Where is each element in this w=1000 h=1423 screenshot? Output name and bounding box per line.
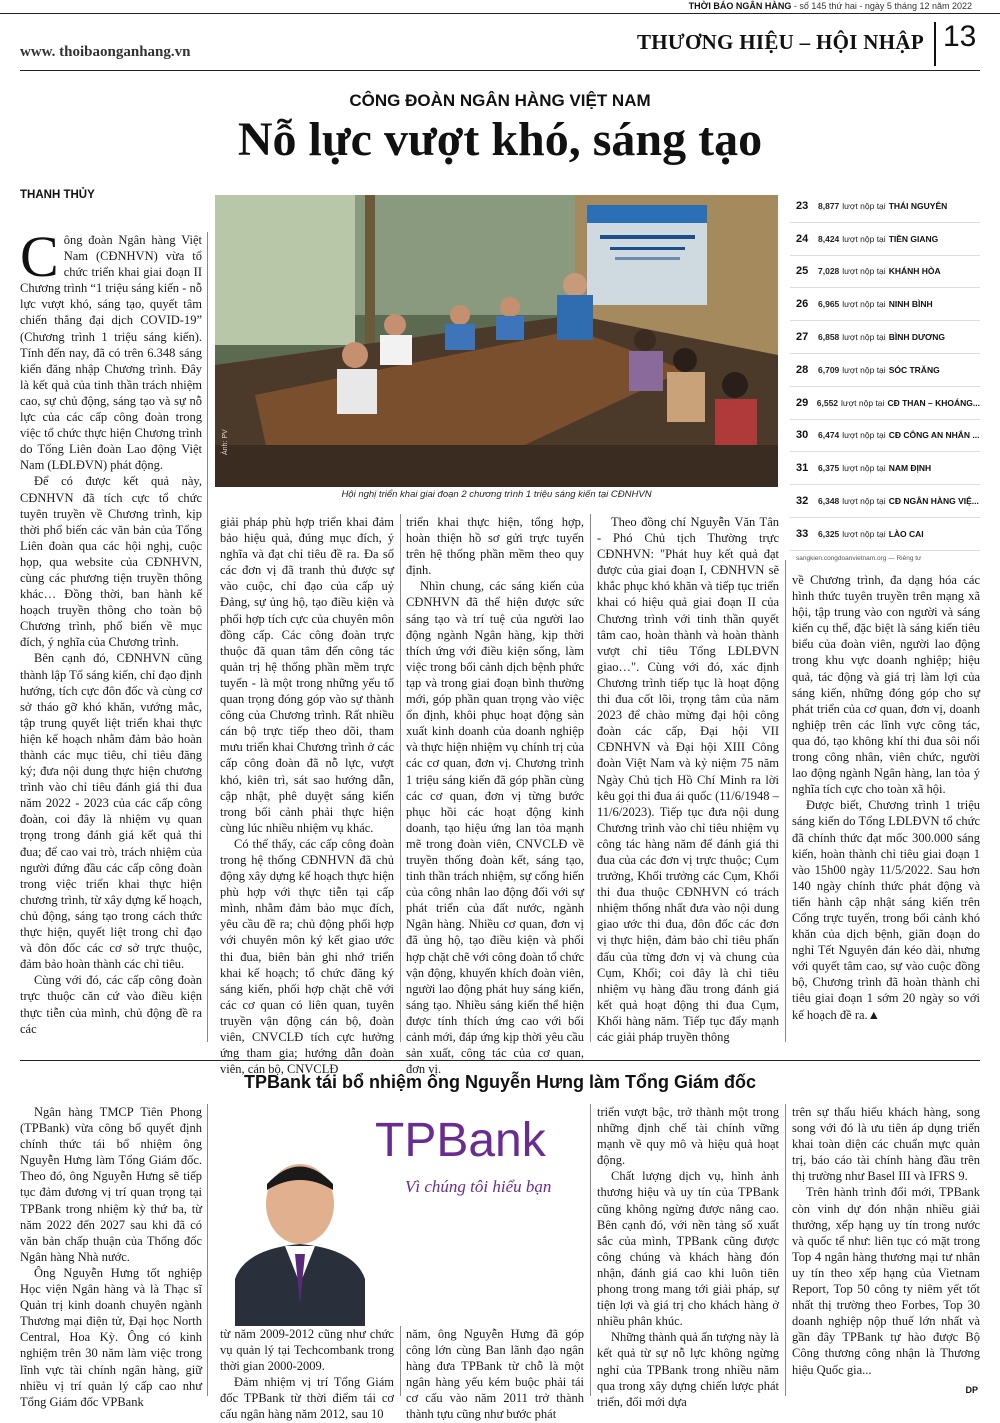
submission-count: 8,877 xyxy=(818,200,840,211)
submission-suffix: lượt nộp tại xyxy=(842,332,886,343)
article-column-2 xyxy=(220,514,394,1077)
submission-count: 6,375 xyxy=(818,463,840,474)
paragraph: Nhìn chung, các sáng kiến của CĐNHVN đã thể hiện được sức sáng tạo và trí tuệ của người lao động ngành Ngân hàng, kịp thời thích ứng với điều kiện sống, làm việc trong bối cảnh dịch bệnh phức tạp và trong giai đoạn bình thường mới, góp phần quan trọng vào việc ổn định, khôi phục hoạt động sản xuất kinh doanh của doanh nghiệp và thực hiện nhiệm vụ chính trị của các cơ quan, đơn vị. Chương trình 1 triệu sáng kiến đã góp phần cùng các cơ quan, đơn vị từng bước phục hồi các hoạt động kinh doanh, tạo hiệu ứng lan tỏa mạnh mẽ trong đoàn viên, CNVCLĐ về truyền thống đoàn kết, sáng tạo, tinh thần trách nhiệm, sự cống hiến của công nhân lao động đối với sự phát triển của đất nước, ngành Ngân hàng. Nhiều cơ quan, đơn vị đã ủng hộ, tạo điều kiện và phối hợp chặt chẽ với công đoàn tổ chức vận động, khuyến khích đoàn viên, người lao động phát huy sáng kiến, sáng tạo. Nhiều sáng kiến thể hiện được tính thích ứng cao với bối cảnh mới, đáp ứng kịp thời yêu cầu sản xuất, công tác của cơ quan, đơn vị. xyxy=(406,579,584,1077)
submission-count: 6,965 xyxy=(818,299,840,310)
rank-number: 33 xyxy=(796,527,809,540)
unit-name: THÁI NGUYÊN xyxy=(888,200,948,211)
article-column-5 xyxy=(792,572,980,1042)
submission-suffix: lượt nộp tại xyxy=(842,463,886,474)
submission-suffix: lượt nộp tại xyxy=(842,528,886,539)
tpbank-column-5 xyxy=(792,1104,980,1384)
photo-caption: Hội nghị triển khai giai đoạn 2 chương trình 1 triệu sáng kiến tại CĐNHVN xyxy=(341,489,652,500)
website-url[interactable]: www. thoibaonganhang.vn xyxy=(20,44,191,60)
unit-name: CĐ THAN – KHOÁNG... xyxy=(887,397,980,408)
unit-name: BÌNH DƯƠNG xyxy=(888,332,946,343)
column-divider xyxy=(590,514,591,1042)
column-divider xyxy=(400,514,401,1042)
paragraph: giải pháp phù hợp triển khai đảm bảo hiệu quả, đúng mục đích, ý nghĩa và đạt chỉ tiêu đề ra. Đa số các đơn vị đã tranh thủ được sự vào cuộc, chỉ đạo của cấp uỷ Đảng, sự ủng hộ, tạo điều kiện và phối hợp tích cực của chuyên môn đồng cấp. Các công đoàn trực thuộc đã quan tâm đến công tác quản trị hệ thống phần mềm trực tuyến - là một trong những yếu tố quan trọng đóng góp vào sự thành công của Chương trình. Rất nhiều cán bộ trực tiếp theo dõi, tham mưu triển khai Chương trình ở các cấp công đoàn đã nỗ lực, vượt khó, kiên trì, sát sao hướng dẫn, cập nhật, phê duyệt sáng kiến trong bối cảnh phải thực hiện cùng lúc nhiều nhiệm vụ khác. xyxy=(220,515,394,835)
photo-credit: Ảnh: PV xyxy=(222,429,229,455)
column-divider xyxy=(590,1104,591,1396)
rank-number: 28 xyxy=(796,363,809,376)
submission-count: 6,325 xyxy=(818,528,840,539)
tpbank-photo-illustration xyxy=(215,1104,581,1326)
rank-number: 30 xyxy=(796,429,809,442)
submission-suffix: lượt nộp tại xyxy=(842,496,886,507)
submission-count: 6,474 xyxy=(818,430,840,441)
tpbank-photo xyxy=(215,1104,581,1326)
ranking-row xyxy=(790,288,980,321)
header-divider xyxy=(934,22,936,66)
paragraph: từ năm 2009-2012 cũng như chức vụ quản lý tại Techcombank trong thời gian 2000-2009. xyxy=(220,1327,394,1374)
submission-suffix: lượt nộp tại xyxy=(842,299,886,310)
unit-name: CĐ CÔNG AN NHÂN ... xyxy=(888,430,980,441)
submission-suffix: lượt nộp tại xyxy=(841,397,885,408)
paragraph: về Chương trình, đa dạng hóa các hình thức tuyên truyền trên mạng xã hội, tập trung vào con người và sáng kiến cụ thể, đặc biệt là sáng kiến tiêu biểu của đoàn viên, người lao động trong khu vực doanh nghiệp; hiệu quả, tác động và giá trị làm lợi của sáng kiến, những đóng góp cho sự phát triển của cơ quan, đơn vị, doanh nghiệp trên các lĩnh vực công tác, qua đó, tạo không khí thi đua sôi nổi trong công nhân, viên chức, người lao động ngành Ngân hàng, lan tỏa ý nghĩa tích cực cho toàn xã hội. xyxy=(792,573,980,797)
paragraph: trên sự thấu hiểu khách hàng, song song với đó là ưu tiên áp dụng triển khai toàn diện các chuẩn mực quản trị, báo cáo tài chính hàng đầu trên thị trường như Basel III và IFRS 9. xyxy=(792,1105,980,1184)
column-divider xyxy=(785,560,786,1042)
byline: THANH THỦY xyxy=(20,189,95,201)
ranking-table xyxy=(790,190,980,562)
rank-number: 29 xyxy=(796,396,809,409)
submission-count: 8,424 xyxy=(818,233,840,244)
rank-number: 31 xyxy=(796,462,809,475)
article-kicker: CÔNG ĐOÀN NGÂN HÀNG VIỆT NAM xyxy=(349,91,651,110)
paragraph: Ngân hàng TMCP Tiên Phong (TPBank) vừa công bố quyết định chính thức tái bổ nhiệm ông Nguyễn Hưng làm Tổng Giám đốc. Theo đó, ông Nguyễn Hưng sẽ tiếp tục đảm đương vị trí quan trọng tại TPBank trong nhiệm kỳ thứ ba, từ năm 2022 đến 2027 sau khi đã có văn bản chấp thuận của Thống đốc Ngân hàng Nhà nước. xyxy=(20,1105,202,1264)
submission-suffix: lượt nộp tại xyxy=(842,364,886,375)
rank-number: 25 xyxy=(796,265,809,278)
tpbank-column-3 xyxy=(406,1326,584,1422)
article-separator xyxy=(20,1060,980,1061)
author-signature: DP xyxy=(965,1385,978,1395)
column-divider xyxy=(207,232,208,1042)
unit-name: TIỀN GIANG xyxy=(888,233,939,244)
masthead: THỜI BÁO NGÂN HÀNG - số 145 thứ hai - ngày 5 tháng 12 năm 2022 xyxy=(688,1,972,11)
submission-count: 6,348 xyxy=(818,496,840,507)
rank-number: 32 xyxy=(796,495,809,508)
tpbank-logo-text: TPBank xyxy=(375,1114,546,1167)
ranking-row xyxy=(790,321,980,354)
paper-name: THỜI BÁO NGÂN HÀNG xyxy=(688,1,792,11)
paragraph: Bên cạnh đó, CĐNHVN cũng thành lập Tổ sáng kiến, chỉ đạo định hướng, tích cực đôn đốc và cùng cơ sở tháo gỡ khó khăn, vướng mắc, tập trung quyết liệt triển khai thực hiện kế hoạch nhằm đảm bảo hoàn thành các mục tiêu, chỉ tiêu đăng ký; đưa nội dung thực hiện chương trình vào chỉ tiêu đánh giá thi đua năm 2022 - 2023 của các cấp công đoàn, coi đây là nhiệm vụ quan trọng trong đánh giá kết quả thi đua; để cao vai trò, trách nhiệm của người đứng đầu các cấp công đoàn trong việc triển khai thực hiện chương trình, từ xây dựng kế hoạch, chủ động, sáng tạo trong cách thức thực hiện, quyết liệt trong chỉ đạo và đôn đốc các cơ sở trực thuộc, đảm bảo hoàn thành các chỉ tiêu. xyxy=(20,651,202,972)
paragraph: năm, ông Nguyễn Hưng đã góp công lớn cùng Ban lãnh đạo ngân hàng đưa TPBank từ chỗ là một ngân hàng yếu kém buộc phải tái cơ cấu vào năm 2011 trở thành thành tựu cũng như bước phát xyxy=(406,1327,584,1422)
submission-count: 6,709 xyxy=(818,364,840,375)
unit-name: CĐ NGÂN HÀNG VIỆ... xyxy=(888,496,979,507)
unit-name: KHÁNH HÒA xyxy=(888,266,941,277)
tpbank-slogan: Vì chúng tôi hiểu bạn xyxy=(405,1177,552,1196)
column-divider xyxy=(400,1326,401,1396)
article-column-4 xyxy=(597,514,779,1042)
conference-photo-illustration xyxy=(215,195,778,487)
ranking-row xyxy=(790,354,980,387)
header-rule xyxy=(20,70,980,71)
tpbank-column-4 xyxy=(597,1104,779,1409)
unit-name: NAM ĐỊNH xyxy=(888,463,932,474)
paragraph: Được biết, Chương trình 1 triệu sáng kiến do Tổng LĐLĐVN tổ chức đã chính thức đạt mốc 300.000 sáng kiến, hoàn thành chỉ tiêu giai đoạn 1 vào 15h00 ngày 11/5/2022. Sau hơn 140 ngày chính thức phát động và tiến hành cập nhật sáng kiến trên Cổng trực tuyến, trong bối cảnh khó khăn của dịch bệnh, giãn đoạn do nghỉ Tết Nguyên đán kéo dài, nhưng với quyết tâm cao, sự vào cuộc đồng bộ, Chương trình đã hoàn thành chỉ tiêu giai đoạn 1 sớm 20 ngày so với kế hoạch đề ra.▲ xyxy=(792,798,980,1022)
conference-photo xyxy=(215,195,778,487)
article-column-1 xyxy=(20,224,202,1042)
article-column-3 xyxy=(406,514,584,1077)
paragraph: triển vượt bậc, trở thành một trong những định chế tài chính vững mạnh về quy mô và hiệu quả hoạt động. xyxy=(597,1105,779,1168)
unit-name: NINH BÌNH xyxy=(888,299,933,310)
rank-number: 24 xyxy=(796,232,809,245)
ranking-row xyxy=(790,420,980,453)
paragraph: triển khai thực hiện, tổng hợp, hoàn thiện hồ sơ gửi trực tuyến trên hệ thống phần mềm theo quy định. xyxy=(406,515,584,578)
dropcap: C xyxy=(20,224,59,289)
submission-suffix: lượt nộp tại xyxy=(842,200,886,211)
column-divider xyxy=(785,1104,786,1396)
submission-suffix: lượt nộp tại xyxy=(842,430,886,441)
ranking-row xyxy=(790,190,980,223)
paragraph: Để có được kết quả này, CĐNHVN đã tích cực tổ chức tuyên truyền về Chương trình, kịp thời phổ biến các văn bản của Tổng Liên đoàn qua các hội nghị, cuộc họp, qua website của CĐNHVN, cùng các phương tiện truyền thông khác… Đồng thời, ban hành kế hoạch truyền thông cho toàn bộ Chương trình, phổ biến về mục đích, ý nghĩa của Chương trình. xyxy=(20,474,202,650)
ranking-row xyxy=(790,387,980,420)
paragraph: Đảm nhiệm vị trí Tổng Giám đốc TPBank từ thời điểm tái cơ cấu ngân hàng năm 2012, sau 10 xyxy=(220,1375,394,1422)
issue-info: số 145 thứ hai - ngày 5 tháng 12 năm 2022 xyxy=(799,1,972,11)
paragraph: Trên hành trình đổi mới, TPBank còn vinh dự đón nhận nhiều giải thưởng, xếp hạng uy tín trong nước và quốc tế như: liên tục có mặt trong Top 4 ngân hàng thương mại tư nhân uy tín theo xếp hạng của Vietnam Report, Top 50 công ty niêm yết tốt nhất thị trường theo Forbes, Top 30 doanh nghiệp nộp thuế lớn nhất và gần đây TPBank tự hào được Bộ Công thương công nhận là Thương hiệu Quốc gia... xyxy=(792,1185,980,1377)
unit-name: SÓC TRĂNG xyxy=(888,364,940,375)
paragraph: Cùng với đó, các cấp công đoàn trực thuộc căn cứ vào điều kiện thực tiễn của mình, chủ động đề ra các xyxy=(20,973,202,1036)
rank-number: 23 xyxy=(796,199,809,212)
submission-suffix: lượt nộp tại xyxy=(842,266,886,277)
rank-number: 26 xyxy=(796,298,809,311)
column-divider xyxy=(207,1104,208,1396)
ranking-row xyxy=(790,256,980,289)
paragraph: Những thành quả ấn tượng này là kết quả từ sự nỗ lực không ngừng nghỉ của TPBank trong nhiều năm qua trong xây dựng chiến lược phát triển, đổi mới dựa xyxy=(597,1330,779,1409)
paragraph: Có thể thấy, các cấp công đoàn trong hệ thống CĐNHVN đã chủ động xây dựng kế hoạch thực hiện phù hợp với thực tiễn tại cấp mình, nhằm đảm bảo mục đích, yêu cầu đề ra; chủ động phối hợp với chuyên môn ký kết giao ước thi đua, biên bản ghi nhớ triển khai kế hoạch; tổ chức đăng ký sáng kiến, phối hợp chặt chẽ với các cơ quan có liên quan, tuyên truyền vận động cán bộ, đoàn viên, CNVCLĐ tích cực hưởng ứng tham gia; hướng dẫn đoàn viên, cán bộ, CNVCLĐ xyxy=(220,836,394,1077)
paragraph: Ông Nguyễn Hưng tốt nghiệp Học viện Ngân hàng và là Thạc sĩ Quản trị kinh doanh chuyên ngành Thương mại điện tử, Đại học North Central, Hoa Kỳ. Ông có kinh nghiệm trên 30 năm làm việc trong lĩnh vực tài chính ngân hàng, giữ nhiều vị trí quản lý cấp cao như Tổng Giám đốc VPBank xyxy=(20,1265,202,1409)
paragraph: Chất lượng dịch vụ, hình ảnh thương hiệu và uy tín của TPBank cũng không ngừng được nâng cao. Bên cạnh đó, với nền tảng số xuất sắc của mình, TPBank cũng được công chúng và khách hàng đón nhận, đánh giá cao khi luôn tiên phong trong mang tới giải pháp, sự tiện lợi và giá trị cho khách hàng ở nhiều phân khúc. xyxy=(597,1169,779,1329)
paragraph: ông đoàn Ngân hàng Việt Nam (CĐNHVN) vừa tổ chức triển khai giai đoạn II Chương trình “1 triệu sáng kiến - nỗ lực vượt khó, sáng tạo, quyết tâm chiến thắng đại dịch COVID-19” (Chương trình 1 triệu sáng kiến). Tính đến nay, đã có trên 6.348 sáng kiến đăng nhập Chương trình. Đây là kết quả của tinh thần trách nhiệm cao, sự chủ động, sáng tạo và sự nỗ lực của các cấp công đoàn trong việc tổ chức thực hiện Chương trình do Tổng Liên đoàn Lao động Việt Nam (LĐLĐVN) phát động. xyxy=(20,233,202,473)
section-title: THƯƠNG HIỆU – HỘI NHẬP xyxy=(636,30,924,54)
page-number: 13 xyxy=(943,20,977,53)
ranking-row xyxy=(790,452,980,485)
submission-count: 7,028 xyxy=(818,266,840,277)
submission-count: 6,858 xyxy=(818,332,840,343)
tpbank-column-2 xyxy=(220,1326,394,1422)
ranking-row xyxy=(790,485,980,518)
unit-name: LÀO CAI xyxy=(888,528,924,539)
article-title: Nỗ lực vượt khó, sáng tạo xyxy=(237,113,763,166)
ranking-row xyxy=(790,518,980,551)
tpbank-column-1 xyxy=(20,1104,202,1409)
rank-number: 27 xyxy=(796,331,809,344)
tpbank-title: TPBank tái bổ nhiệm ông Nguyễn Hưng làm Tổng Giám đốc xyxy=(243,1072,757,1092)
ranking-row xyxy=(790,223,980,256)
ranking-source: sangkien.congdoanvietnam.org — Riêng tư xyxy=(796,554,922,562)
submission-suffix: lượt nộp tại xyxy=(842,233,886,244)
paragraph: Theo đồng chí Nguyễn Văn Tân - Phó Chủ tịch Thường trực CĐNHVN: "Phát huy kết quả đạt được của giai đoạn I, CĐNHVN sẽ khắc phục khó khăn và tiếp tục triển khai có hiệu quả giai đoạn II của Chương trình với tinh thần quyết tâm cao, hoàn thành và hoàn thành vượt chỉ tiêu Tổng LĐLĐVN giao…". Cùng với đó, xác định Chương trình tiếp tục là hoạt động thi đua cốt lõi, trọng tâm của năm 2023 để chào mừng đại hội công đoàn các cấp, Đại hội VII CĐNHVN và Đại hội XIII Công đoàn Việt Nam và kỷ niệm 75 năm Ngày Chủ tịch Hồ Chí Minh ra lời kêu gọi thi đua ái quốc (11/6/1948 – 11/6/2023). Tiếp tục đưa nội dung Chương trình vào chỉ tiêu nhiệm vụ công tác hàng năm để đánh giá thi đua của các đơn vị trực thuộc; Cụm trưởng, Khối trưởng các Cụm, Khối thi đua thuộc CĐNHVN có trách nhiệm thống nhất đưa vào nội dung giao ước thi đua, đôn đốc các đơn vị thực hiện, đảm bảo chỉ tiêu phấn đấu của từng đơn vị và chung của Cụm, Khối; coi đây là chỉ tiêu nhiệm vụ hàng đầu trong đánh giá kết quả hoạt động thi đua Cụm, Khối hàng năm. Tiếp tục đẩy mạnh các giải pháp truyền thông xyxy=(597,515,779,1044)
submission-count: 6,552 xyxy=(816,397,839,408)
